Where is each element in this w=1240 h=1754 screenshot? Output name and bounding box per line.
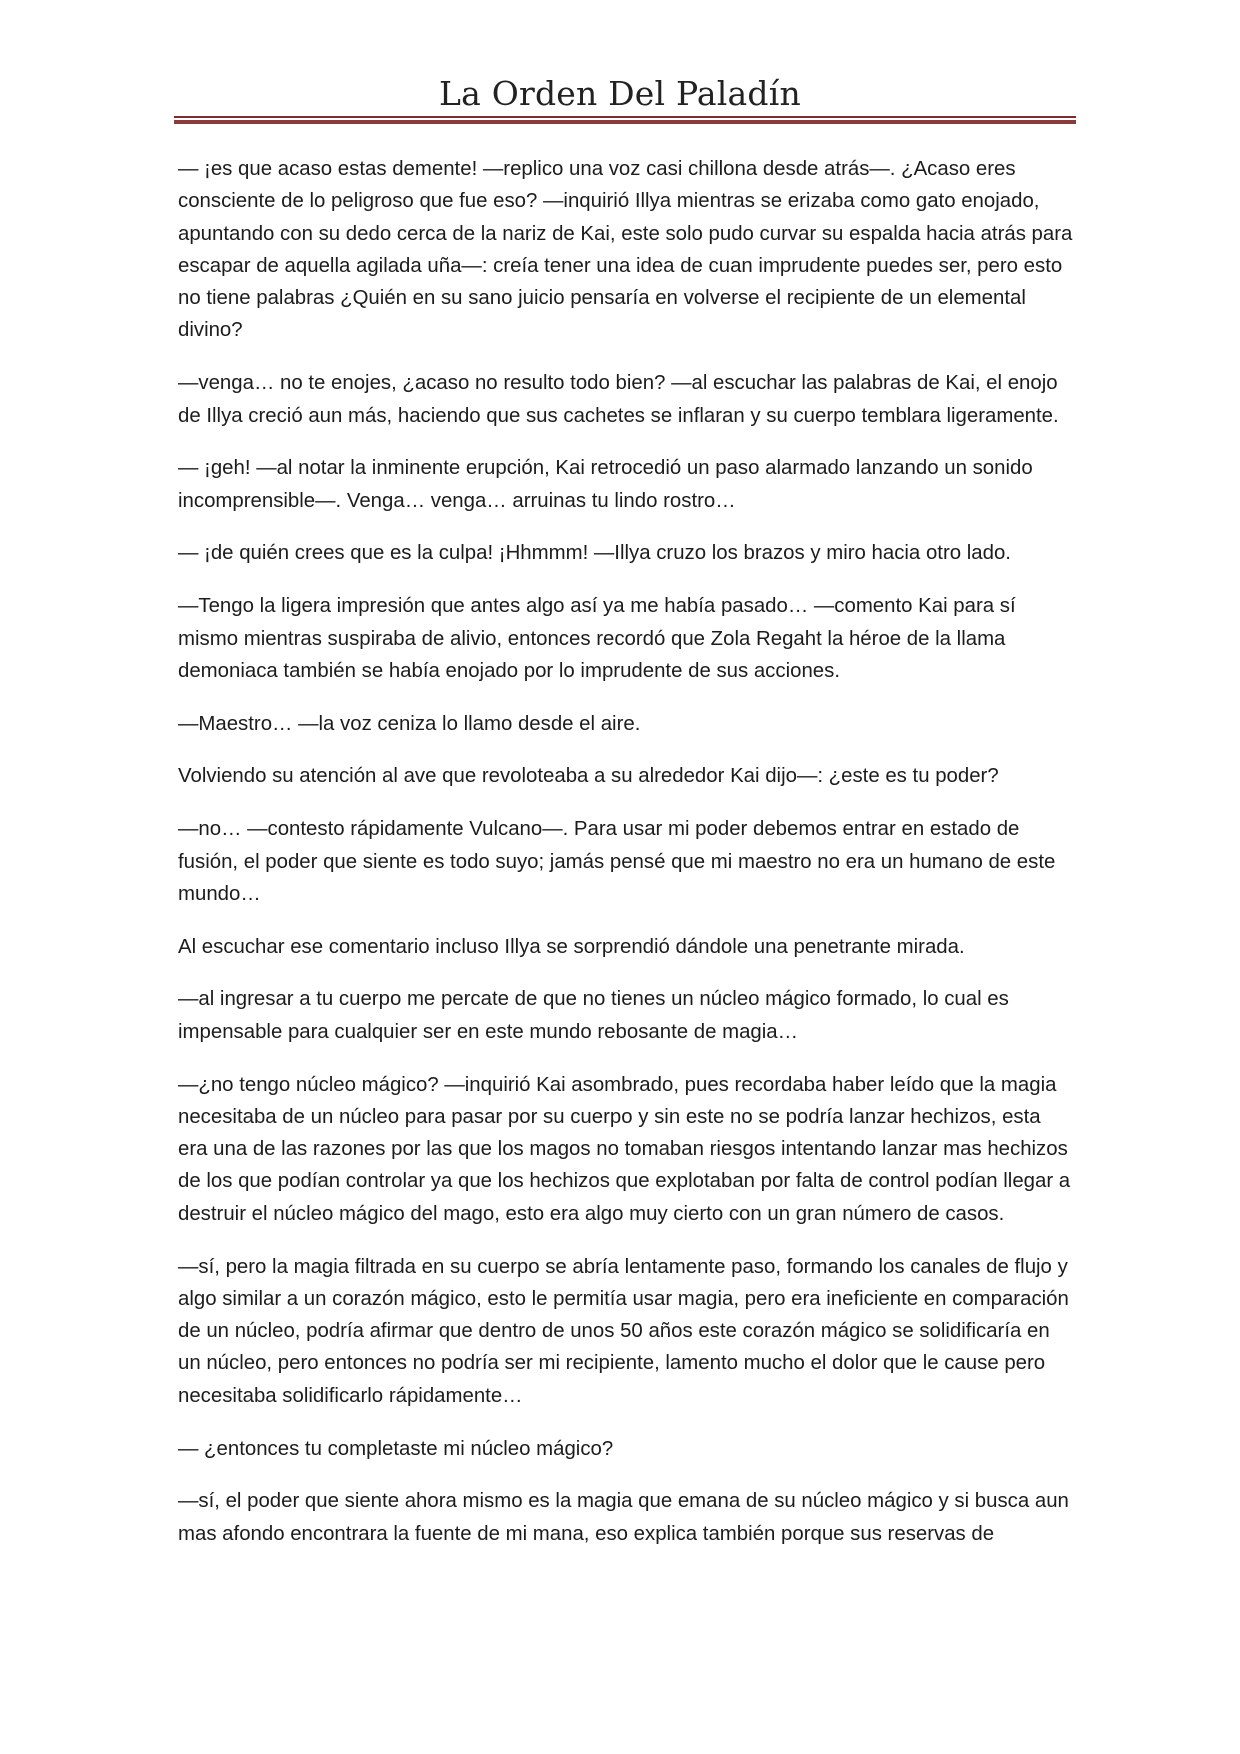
header-divider-thin-line <box>174 116 1076 118</box>
paragraph: —no… —contesto rápidamente Vulcano—. Para usar mi poder debemos entrar en estado de fusión, el poder que siente es todo suyo; jamás pensé que mi maestro no era un humano de este mundo… <box>178 818 1056 905</box>
paragraph: Al escuchar ese comentario incluso Illya se sorprendió dándole una penetrante mirada. <box>178 935 965 958</box>
paragraph: — ¿entonces tu completaste mi núcleo mágico? <box>178 1437 614 1460</box>
paragraph: — ¡de quién crees que es la culpa! ¡Hhmmm! —Illya cruzo los brazos y miro hacia otro lado. <box>178 542 1011 565</box>
paragraph: —sí, pero la magia filtrada en su cuerpo se abría lentamente paso, formando los canales de flujo y algo similar a un corazón mágico, esto le permitía usar magia, pero era ineficiente en comparación de un núcleo, podría afirmar que dentro de unos 50 años este corazón mágico se solidificaría en un núcleo, pero entonces no podría ser mi recipiente, lamento mucho el dolor que le cause pero necesitaba solidificarlo rápidamente… <box>178 1255 1069 1407</box>
paragraph: —al ingresar a tu cuerpo me percate de que no tienes un núcleo mágico formado, lo cual es impensable para cualquier ser en este mundo rebosante de magia… <box>178 988 1009 1043</box>
body-text <box>178 153 1074 1570</box>
paragraph: —¿no tengo núcleo mágico? —inquirió Kai asombrado, pues recordaba haber leído que la magia necesitaba de un núcleo para pasar por su cuerpo y sin este no se podría lanzar hechizos, esta era una de las razones por las que los magos no tomaban riesgos intentando lanzar mas hechizos de los que podían controlar ya que los hechizos que explotaban por falta de control podían llegar a destruir el núcleo mágico del mago, esto era algo muy cierto con un gran número de casos. <box>178 1073 1071 1225</box>
paragraph: — ¡es que acaso estas demente! —replico una voz casi chillona desde atrás—. ¿Acaso eres consciente de lo peligroso que fue eso? —inquirió Illya mientras se erizaba como gato enojado, apuntando con su dedo cerca de la nariz de Kai, este solo pudo curvar su espalda hacia atrás para escapar de aquella agilada uña—: creía tener una idea de cuan imprudente puedes ser, pero esto no tiene palabras ¿Quién en su sano juicio pensaría en volverse el recipiente de un elemental divino? <box>178 158 1073 342</box>
paragraph: — ¡geh! —al notar la inminente erupción, Kai retrocedió un paso alarmado lanzando un sonido incomprensible—. Venga… venga… arruinas tu lindo rostro… <box>178 457 1033 512</box>
header-divider-thick-line <box>174 120 1076 124</box>
page-header-title: La Orden Del Paladín <box>439 74 801 113</box>
paragraph: —sí, el poder que siente ahora mismo es la magia que emana de su núcleo mágico y si busca aun mas afondo encontrara la fuente de mi mana, eso explica también porque sus reservas de <box>178 1490 1069 1545</box>
paragraph: Volviendo su atención al ave que revoloteaba a su alrededor Kai dijo—: ¿este es tu poder? <box>178 765 999 788</box>
paragraph: —Tengo la ligera impresión que antes algo así ya me había pasado… —comento Kai para sí mismo mientras suspiraba de alivio, entonces recordó que Zola Regaht la héroe de la llama demoniaca también se había enojado por lo imprudente de sus acciones. <box>178 595 1016 682</box>
paragraph: —Maestro… —la voz ceniza lo llamo desde el aire. <box>178 712 641 735</box>
paragraph: —venga… no te enojes, ¿acaso no resulto todo bien? —al escuchar las palabras de Kai, el enojo de Illya creció aun más, haciendo que sus cachetes se inflaran y su cuerpo temblara ligeramente. <box>178 372 1059 427</box>
